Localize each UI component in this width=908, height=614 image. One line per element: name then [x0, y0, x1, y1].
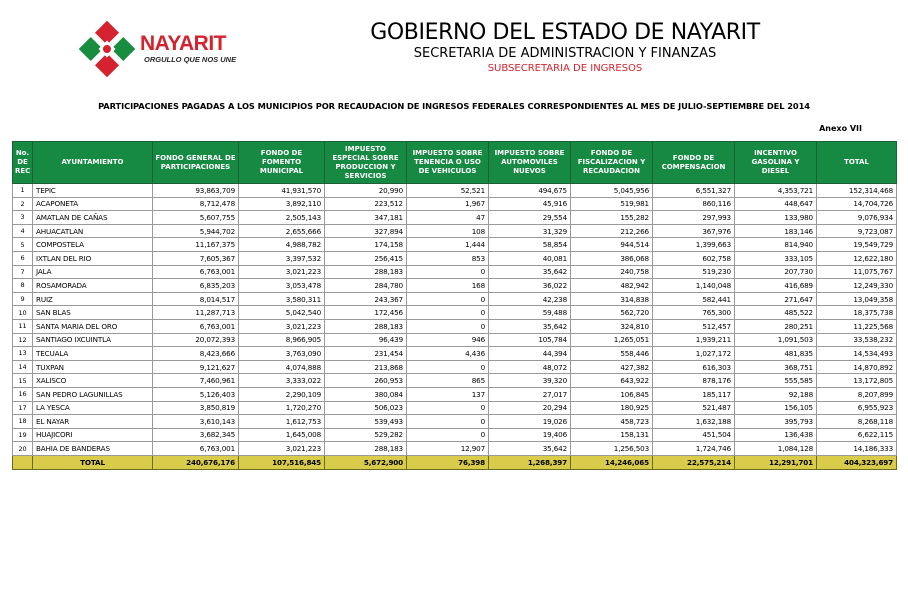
gasolina-value: 395,793: [735, 415, 817, 429]
municipio-name: TEPIC: [33, 184, 153, 198]
row-total-value: 11,225,568: [817, 319, 897, 333]
compensacion-value: 616,303: [653, 360, 735, 374]
fomento-value: 3,021,223: [239, 265, 325, 279]
total-fc: 22,575,214: [653, 455, 735, 469]
header-fiscalizacion: FONDO DE FISCALIZACION Y RECAUDACION: [571, 142, 653, 184]
row-no: 7: [13, 265, 33, 279]
table-row: [13, 251, 897, 265]
gasolina-value: 183,146: [735, 224, 817, 238]
fiscalizacion-value: 180,925: [571, 401, 653, 415]
row-total-value: 14,870,892: [817, 360, 897, 374]
row-no: 12: [13, 333, 33, 347]
table-row: [13, 238, 897, 252]
fiscalizacion-value: 482,942: [571, 279, 653, 293]
header-ieps: IMPUESTO ESPECIAL SOBRE PRODUCCION Y SERVICIOS: [325, 142, 407, 184]
table-row: [13, 442, 897, 456]
row-total-value: 12,622,180: [817, 251, 897, 265]
ieps-value: 284,780: [325, 279, 407, 293]
annex-label: Anexo VII: [819, 124, 862, 133]
fondo-general-value: 5,607,755: [153, 211, 239, 225]
fomento-value: 3,053,478: [239, 279, 325, 293]
tenencia-value: 865: [407, 374, 489, 388]
compensacion-value: 602,758: [653, 251, 735, 265]
ieps-value: 174,158: [325, 238, 407, 252]
fomento-value: 3,021,223: [239, 319, 325, 333]
fondo-general-value: 6,835,203: [153, 279, 239, 293]
fondo-general-value: 3,682,345: [153, 428, 239, 442]
total-ffr: 14,246,065: [571, 455, 653, 469]
table-row: [13, 184, 897, 198]
row-total-value: 9,076,934: [817, 211, 897, 225]
ieps-value: 256,415: [325, 251, 407, 265]
ieps-value: 288,183: [325, 442, 407, 456]
nayarit-logo: [76, 18, 246, 80]
fomento-value: 3,333,022: [239, 374, 325, 388]
isan-value: 59,488: [489, 306, 571, 320]
municipio-name: SAN PEDRO LAGUNILLAS: [33, 387, 153, 401]
table-row: [13, 292, 897, 306]
isan-value: 35,642: [489, 319, 571, 333]
ieps-value: 506,023: [325, 401, 407, 415]
row-total-value: 11,075,767: [817, 265, 897, 279]
municipio-name: HUAJICORI: [33, 428, 153, 442]
gasolina-value: 207,730: [735, 265, 817, 279]
gasolina-value: 1,084,128: [735, 442, 817, 456]
logo-wordmark: NAYARIT: [140, 32, 226, 55]
gasolina-value: 333,105: [735, 251, 817, 265]
isan-value: 19,026: [489, 415, 571, 429]
isan-value: 20,294: [489, 401, 571, 415]
row-total-value: 6,622,115: [817, 428, 897, 442]
header-ayuntamiento: AYUNTAMIENTO: [33, 142, 153, 184]
compensacion-value: 1,027,172: [653, 347, 735, 361]
ieps-value: 96,439: [325, 333, 407, 347]
fomento-value: 1,720,270: [239, 401, 325, 415]
header-compensacion: FONDO DE COMPENSACION: [653, 142, 735, 184]
row-no: 5: [13, 238, 33, 252]
row-total-value: 13,049,358: [817, 292, 897, 306]
tenencia-value: 47: [407, 211, 489, 225]
table-row: [13, 197, 897, 211]
fondo-general-value: 8,423,666: [153, 347, 239, 361]
tenencia-value: 0: [407, 306, 489, 320]
fiscalizacion-value: 106,845: [571, 387, 653, 401]
row-total-value: 6,955,923: [817, 401, 897, 415]
gasolina-value: 416,689: [735, 279, 817, 293]
tenencia-value: 1,444: [407, 238, 489, 252]
fondo-general-value: 93,863,709: [153, 184, 239, 198]
total-ffm: 107,516,845: [239, 455, 325, 469]
municipio-name: AMATLAN DE CAÑAS: [33, 211, 153, 225]
fondo-general-value: 9,121,627: [153, 360, 239, 374]
gasolina-value: 1,091,503: [735, 333, 817, 347]
header-total: TOTAL: [817, 142, 897, 184]
total-no-cell: [13, 455, 33, 469]
header-fondo-general: FONDO GENERAL DE PARTICIPACIONES: [153, 142, 239, 184]
compensacion-value: 1,399,663: [653, 238, 735, 252]
table-row: [13, 333, 897, 347]
row-no: 8: [13, 279, 33, 293]
fiscalizacion-value: 212,266: [571, 224, 653, 238]
ieps-value: 223,512: [325, 197, 407, 211]
isan-value: 45,916: [489, 197, 571, 211]
compensacion-value: 582,441: [653, 292, 735, 306]
compensacion-value: 1,724,746: [653, 442, 735, 456]
tenencia-value: 108: [407, 224, 489, 238]
fiscalizacion-value: 519,981: [571, 197, 653, 211]
compensacion-value: 512,457: [653, 319, 735, 333]
row-total-value: 18,375,738: [817, 306, 897, 320]
tenencia-value: 12,907: [407, 442, 489, 456]
header-fomento-municipal: FONDO DE FOMENTO MUNICIPAL: [239, 142, 325, 184]
ieps-value: 327,894: [325, 224, 407, 238]
logo-tagline: ORGULLO QUE NOS UNE: [144, 55, 237, 64]
fomento-value: 2,655,666: [239, 224, 325, 238]
fondo-general-value: 8,712,478: [153, 197, 239, 211]
row-no: 4: [13, 224, 33, 238]
total-grand: 404,323,697: [817, 455, 897, 469]
header-gasolina: INCENTIVO GASOLINA Y DIESEL: [735, 142, 817, 184]
ieps-value: 347,181: [325, 211, 407, 225]
fondo-general-value: 6,763,001: [153, 319, 239, 333]
tenencia-value: 0: [407, 360, 489, 374]
municipio-name: COMPOSTELA: [33, 238, 153, 252]
ieps-value: 529,282: [325, 428, 407, 442]
isan-value: 29,554: [489, 211, 571, 225]
table-row: [13, 265, 897, 279]
fondo-general-value: 7,605,367: [153, 251, 239, 265]
document-title: PARTICIPACIONES PAGADAS A LOS MUNICIPIOS POR RECAUDACION DE INGRESOS FEDERALES CORRESPONDIENTES AL MES DE JULIO-SEPTIEMBRE DEL 2014: [98, 101, 810, 111]
municipio-name: XALISCO: [33, 374, 153, 388]
isan-value: 19,406: [489, 428, 571, 442]
row-total-value: 14,186,333: [817, 442, 897, 456]
fiscalizacion-value: 1,256,503: [571, 442, 653, 456]
fiscalizacion-value: 240,758: [571, 265, 653, 279]
header-tenencia: IMPUESTO SOBRE TENENCIA O USO DE VEHICULOS: [407, 142, 489, 184]
row-no: 20: [13, 442, 33, 456]
compensacion-value: 765,300: [653, 306, 735, 320]
municipio-name: BAHIA DE BANDERAS: [33, 442, 153, 456]
gasolina-value: 368,751: [735, 360, 817, 374]
fiscalizacion-value: 558,446: [571, 347, 653, 361]
table-row: [13, 401, 897, 415]
fondo-general-value: 5,944,702: [153, 224, 239, 238]
tenencia-value: 0: [407, 415, 489, 429]
isan-value: 105,784: [489, 333, 571, 347]
tenencia-value: 0: [407, 292, 489, 306]
municipio-name: SANTA MARIA DEL ORO: [33, 319, 153, 333]
government-title: GOBIERNO DEL ESTADO DE NAYARIT: [370, 20, 760, 45]
fiscalizacion-value: 643,922: [571, 374, 653, 388]
compensacion-value: 519,230: [653, 265, 735, 279]
fomento-value: 5,042,540: [239, 306, 325, 320]
row-total-value: 8,268,118: [817, 415, 897, 429]
total-row: [13, 455, 897, 469]
ieps-value: 288,183: [325, 265, 407, 279]
fomento-value: 3,021,223: [239, 442, 325, 456]
compensacion-value: 878,176: [653, 374, 735, 388]
ieps-value: 243,367: [325, 292, 407, 306]
gasolina-value: 481,835: [735, 347, 817, 361]
municipio-name: TECUALA: [33, 347, 153, 361]
row-no: 17: [13, 401, 33, 415]
gasolina-value: 271,647: [735, 292, 817, 306]
fomento-value: 8,966,905: [239, 333, 325, 347]
table-row: [13, 347, 897, 361]
ieps-value: 380,084: [325, 387, 407, 401]
isan-value: 58,854: [489, 238, 571, 252]
compensacion-value: 367,976: [653, 224, 735, 238]
municipio-name: RUIZ: [33, 292, 153, 306]
fondo-general-value: 6,763,001: [153, 265, 239, 279]
ieps-value: 288,183: [325, 319, 407, 333]
row-no: 16: [13, 387, 33, 401]
fomento-value: 2,290,109: [239, 387, 325, 401]
tenencia-value: 0: [407, 428, 489, 442]
isan-value: 42,238: [489, 292, 571, 306]
secretariat-title: SECRETARIA DE ADMINISTRACION Y FINANZAS: [413, 46, 717, 61]
total-ieps: 5,672,900: [325, 455, 407, 469]
row-no: 9: [13, 292, 33, 306]
isan-value: 48,072: [489, 360, 571, 374]
participations-table: [12, 141, 897, 470]
row-no: 10: [13, 306, 33, 320]
gasolina-value: 92,188: [735, 387, 817, 401]
gasolina-value: 156,105: [735, 401, 817, 415]
isan-value: 39,320: [489, 374, 571, 388]
gasolina-value: 555,585: [735, 374, 817, 388]
fomento-value: 3,397,532: [239, 251, 325, 265]
table-row: [13, 224, 897, 238]
compensacion-value: 1,632,188: [653, 415, 735, 429]
gasolina-value: 814,940: [735, 238, 817, 252]
fomento-value: 41,931,570: [239, 184, 325, 198]
gasolina-value: 485,522: [735, 306, 817, 320]
tenencia-value: 137: [407, 387, 489, 401]
ieps-value: 231,454: [325, 347, 407, 361]
table-row: [13, 211, 897, 225]
municipio-name: IXTLAN DEL RIO: [33, 251, 153, 265]
isan-value: 36,022: [489, 279, 571, 293]
municipio-name: ROSAMORADA: [33, 279, 153, 293]
row-no: 6: [13, 251, 33, 265]
subsecretariat-title: SUBSECRETARIA DE INGRESOS: [487, 63, 643, 74]
fomento-value: 3,763,090: [239, 347, 325, 361]
fondo-general-value: 5,126,403: [153, 387, 239, 401]
table-row: [13, 279, 897, 293]
table-row: [13, 415, 897, 429]
tenencia-value: 1,967: [407, 197, 489, 211]
fondo-general-value: 11,287,713: [153, 306, 239, 320]
row-total-value: 13,172,805: [817, 374, 897, 388]
fondo-general-value: 20,072,393: [153, 333, 239, 347]
row-no: 2: [13, 197, 33, 211]
row-no: 11: [13, 319, 33, 333]
row-total-value: 14,704,726: [817, 197, 897, 211]
fiscalizacion-value: 386,068: [571, 251, 653, 265]
row-total-value: 12,249,330: [817, 279, 897, 293]
total-isan: 1,268,397: [489, 455, 571, 469]
isan-value: 31,329: [489, 224, 571, 238]
row-no: 13: [13, 347, 33, 361]
compensacion-value: 1,939,211: [653, 333, 735, 347]
isan-value: 40,081: [489, 251, 571, 265]
fiscalizacion-value: 562,720: [571, 306, 653, 320]
table-row: [13, 360, 897, 374]
fiscalizacion-value: 324,810: [571, 319, 653, 333]
row-total-value: 33,538,232: [817, 333, 897, 347]
fondo-general-value: 3,610,143: [153, 415, 239, 429]
table-row: [13, 387, 897, 401]
tenencia-value: 0: [407, 319, 489, 333]
fomento-value: 4,074,888: [239, 360, 325, 374]
compensacion-value: 6,551,327: [653, 184, 735, 198]
row-total-value: 9,723,087: [817, 224, 897, 238]
fondo-general-value: 7,460,961: [153, 374, 239, 388]
tenencia-value: 168: [407, 279, 489, 293]
gasolina-value: 4,353,721: [735, 184, 817, 198]
fomento-value: 3,892,110: [239, 197, 325, 211]
total-tenencia: 76,398: [407, 455, 489, 469]
isan-value: 27,017: [489, 387, 571, 401]
fomento-value: 2,505,143: [239, 211, 325, 225]
fondo-general-value: 6,763,001: [153, 442, 239, 456]
fiscalizacion-value: 944,514: [571, 238, 653, 252]
compensacion-value: 451,504: [653, 428, 735, 442]
compensacion-value: 297,993: [653, 211, 735, 225]
compensacion-value: 860,116: [653, 197, 735, 211]
fomento-value: 4,988,782: [239, 238, 325, 252]
gasolina-value: 280,251: [735, 319, 817, 333]
fiscalizacion-value: 155,282: [571, 211, 653, 225]
fiscalizacion-value: 314,838: [571, 292, 653, 306]
municipio-name: AHUACATLAN: [33, 224, 153, 238]
fiscalizacion-value: 1,265,051: [571, 333, 653, 347]
fondo-general-value: 11,167,375: [153, 238, 239, 252]
total-fgp: 240,676,176: [153, 455, 239, 469]
ieps-value: 539,493: [325, 415, 407, 429]
table-row: [13, 306, 897, 320]
total-igd: 12,291,701: [735, 455, 817, 469]
municipio-name: EL NAYAR: [33, 415, 153, 429]
row-no: 19: [13, 428, 33, 442]
gasolina-value: 136,438: [735, 428, 817, 442]
tenencia-value: 52,521: [407, 184, 489, 198]
municipio-name: ACAPONETA: [33, 197, 153, 211]
fomento-value: 1,612,753: [239, 415, 325, 429]
tenencia-value: 0: [407, 401, 489, 415]
fiscalizacion-value: 427,382: [571, 360, 653, 374]
row-total-value: 152,314,468: [817, 184, 897, 198]
compensacion-value: 185,117: [653, 387, 735, 401]
ieps-value: 213,868: [325, 360, 407, 374]
nayarit-emblem-icon: [76, 18, 138, 80]
fondo-general-value: 3,850,819: [153, 401, 239, 415]
municipio-name: LA YESCA: [33, 401, 153, 415]
row-no: 15: [13, 374, 33, 388]
isan-value: 35,642: [489, 265, 571, 279]
row-no: 14: [13, 360, 33, 374]
gasolina-value: 133,980: [735, 211, 817, 225]
gasolina-value: 448,647: [735, 197, 817, 211]
municipio-name: SANTIAGO IXCUINTLA: [33, 333, 153, 347]
table-row: [13, 319, 897, 333]
tenencia-value: 946: [407, 333, 489, 347]
ieps-value: 20,990: [325, 184, 407, 198]
fondo-general-value: 8,014,517: [153, 292, 239, 306]
fiscalizacion-value: 158,131: [571, 428, 653, 442]
header-isan: IMPUESTO SOBRE AUTOMOVILES NUEVOS: [489, 142, 571, 184]
municipio-name: TUXPAN: [33, 360, 153, 374]
isan-value: 35,642: [489, 442, 571, 456]
ieps-value: 172,456: [325, 306, 407, 320]
isan-value: 494,675: [489, 184, 571, 198]
row-total-value: 14,534,493: [817, 347, 897, 361]
table-row: [13, 374, 897, 388]
tenencia-value: 853: [407, 251, 489, 265]
municipio-name: SAN BLAS: [33, 306, 153, 320]
fiscalizacion-value: 458,723: [571, 415, 653, 429]
total-label: TOTAL: [33, 455, 153, 469]
compensacion-value: 1,140,048: [653, 279, 735, 293]
row-no: 1: [13, 184, 33, 198]
fomento-value: 3,580,311: [239, 292, 325, 306]
row-total-value: 19,549,729: [817, 238, 897, 252]
table-header-row: [13, 142, 897, 184]
fiscalizacion-value: 5,045,956: [571, 184, 653, 198]
row-no: 18: [13, 415, 33, 429]
isan-value: 44,394: [489, 347, 571, 361]
tenencia-value: 4,436: [407, 347, 489, 361]
compensacion-value: 521,487: [653, 401, 735, 415]
fomento-value: 1,645,008: [239, 428, 325, 442]
header-no: No. DE REC: [13, 142, 33, 184]
row-no: 3: [13, 211, 33, 225]
tenencia-value: 0: [407, 265, 489, 279]
table-row: [13, 428, 897, 442]
municipio-name: JALA: [33, 265, 153, 279]
ieps-value: 260,953: [325, 374, 407, 388]
row-total-value: 8,207,899: [817, 387, 897, 401]
